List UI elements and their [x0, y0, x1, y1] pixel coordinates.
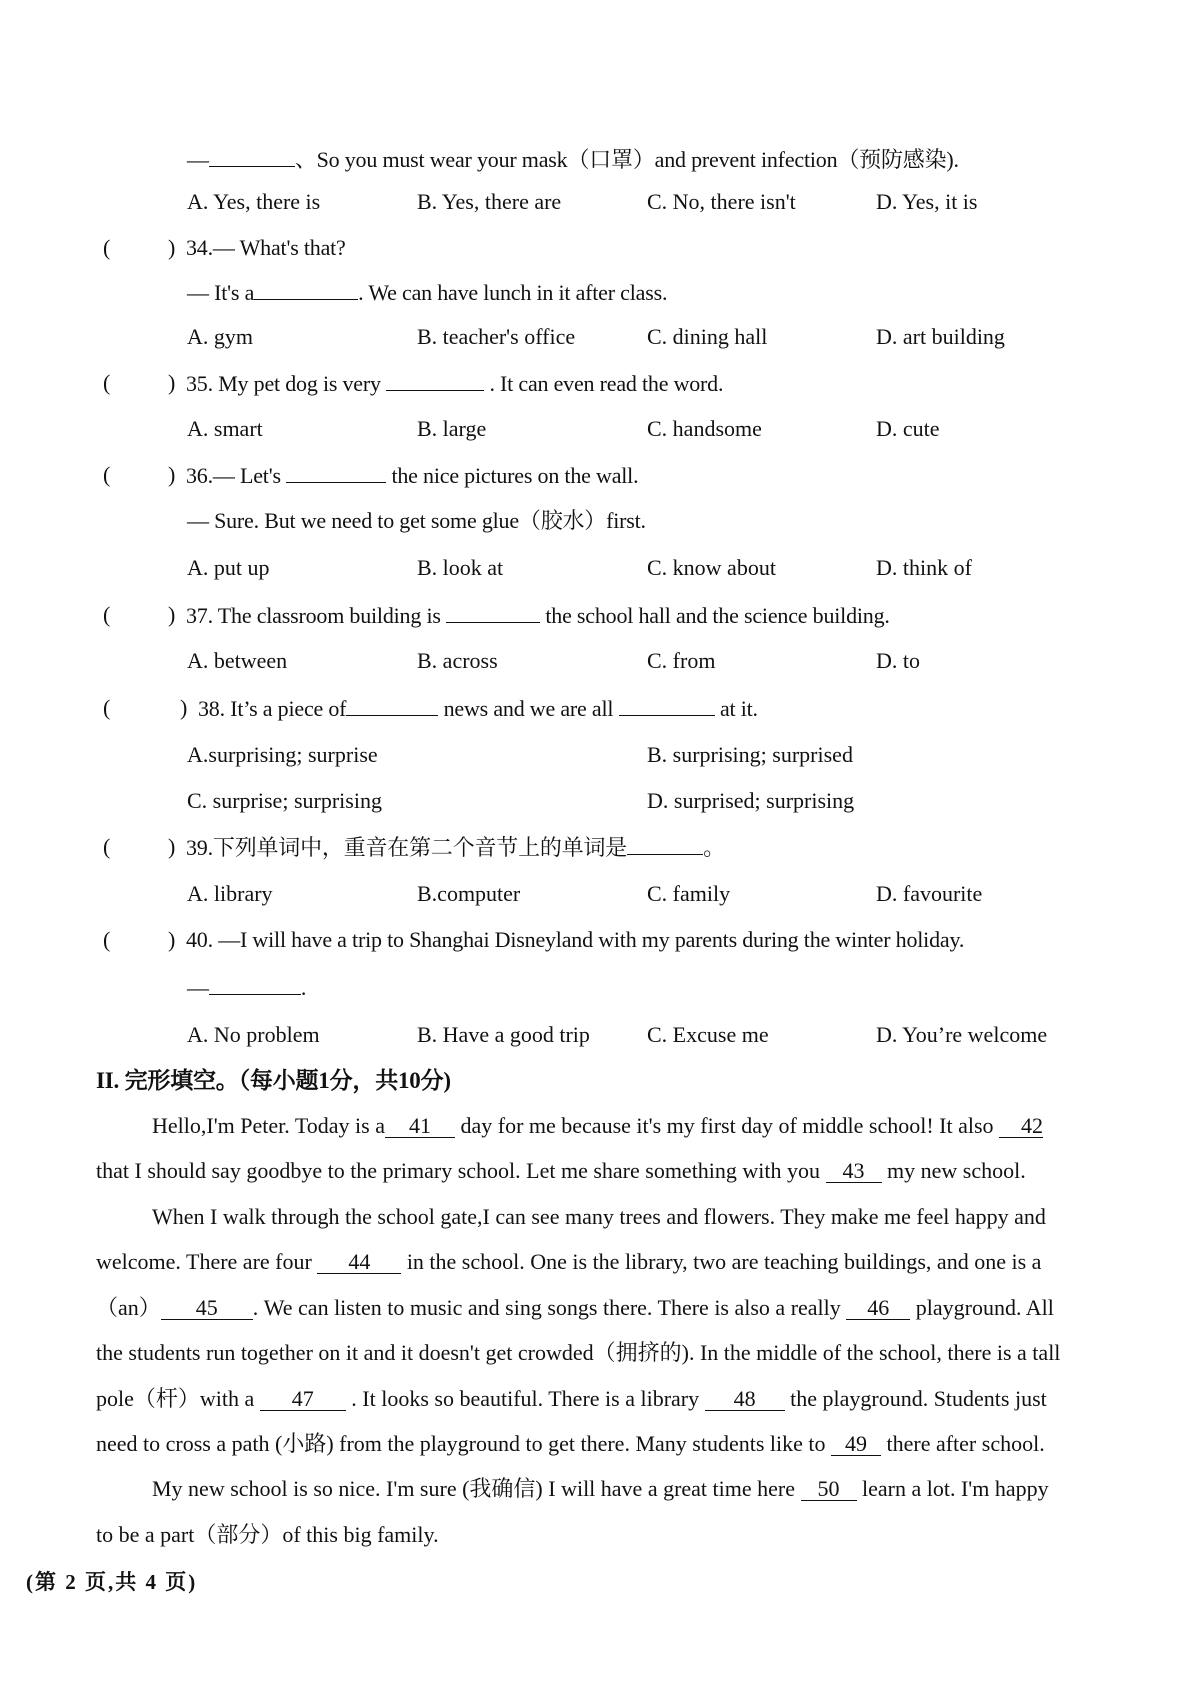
- q35-option-b: B. large: [417, 416, 487, 441]
- q33-option-b: B. Yes, there are: [417, 189, 562, 214]
- passage-text: day for me because it's my first day of middle school! It also: [460, 1113, 994, 1138]
- q38-stem-mid: news and we are all: [443, 696, 614, 721]
- q36-line2: — Sure. But we need to get some glue（胶水）first.: [187, 508, 646, 533]
- q39-option-b: B.computer: [417, 881, 521, 906]
- q36-option-a: A. put up: [187, 555, 270, 580]
- q37-stem: [186, 600, 890, 631]
- q40-option-a: A. No problem: [187, 1022, 320, 1047]
- q34-line2: [187, 277, 667, 308]
- passage-text: pole（杆）with a: [96, 1386, 255, 1411]
- passage-text: Hello,I'm Peter. Today is a: [152, 1113, 385, 1138]
- passage-text: welcome. There are four: [96, 1249, 312, 1274]
- q36-answer-paren-open: (: [103, 462, 111, 487]
- q35-option-a: A. smart: [187, 416, 263, 441]
- passage-text: that I should say goodbye to the primary school. Let me share something with you: [96, 1158, 821, 1183]
- blank-42: 42: [999, 1115, 1043, 1138]
- q34-answer-paren-close: ): [168, 235, 176, 260]
- q39-option-a: A. library: [187, 881, 273, 906]
- dash: —: [187, 147, 209, 172]
- q40-line2-pre: —: [187, 975, 209, 1000]
- q37-option-a: A. between: [187, 648, 288, 673]
- blank-50: 50: [801, 1478, 857, 1501]
- q34-line2-pre: — It's a: [187, 280, 255, 305]
- blank-41: 41: [385, 1115, 455, 1138]
- q38-option-d: D. surprised; surprising: [647, 788, 855, 813]
- q40-answer-paren-open: (: [103, 927, 111, 952]
- q40-option-d: D. You’re welcome: [876, 1022, 1048, 1047]
- passage-p1-line2: [96, 1156, 1106, 1186]
- passage-text: . We can listen to music and sing songs there. There is also a really: [252, 1295, 841, 1320]
- passage-p3-line1: [152, 1474, 1162, 1504]
- q36-stem-post: the nice pictures on the wall.: [391, 463, 639, 488]
- q36-stem: [186, 460, 638, 491]
- q35-option-c: C. handsome: [647, 416, 762, 441]
- answer-blank: [386, 368, 484, 391]
- blank-47: 47: [260, 1388, 346, 1411]
- blank-46: 46: [846, 1297, 910, 1320]
- answer-blank: [346, 693, 438, 716]
- q39-option-d: D. favourite: [876, 881, 983, 906]
- q34-option-b: B. teacher's office: [417, 324, 576, 349]
- passage-p2-line5: [96, 1384, 1106, 1414]
- passage-p2-line2: [96, 1247, 1106, 1277]
- q33-option-c: C. No, there isn't: [647, 189, 796, 214]
- q33-option-a: A. Yes, there is: [187, 189, 321, 214]
- blank-49: 49: [831, 1433, 881, 1456]
- q37-answer-paren-close: ): [168, 602, 176, 627]
- blank-43: 43: [826, 1160, 882, 1183]
- blank-45: 45: [161, 1297, 253, 1320]
- q39-answer-paren-open: (: [103, 834, 111, 859]
- q36-option-c: C. know about: [647, 555, 776, 580]
- q40-stem: 40. —I will have a trip to Shanghai Disneyland with my parents during the winter holiday.: [186, 927, 965, 952]
- q38-option-c: C. surprise; surprising: [187, 788, 382, 813]
- q38-stem-pre: 38. It’s a piece of: [198, 696, 347, 721]
- passage-text: My new school is so nice. I'm sure (我确信) I will have a great time here: [152, 1476, 796, 1501]
- passage-text: . It looks so beautiful. There is a library: [351, 1386, 700, 1411]
- q37-answer-paren-open: (: [103, 602, 111, 627]
- q34-option-a: A. gym: [187, 324, 253, 349]
- q35-option-d: D. cute: [876, 416, 940, 441]
- q37-stem-post: the school hall and the science building.: [545, 603, 890, 628]
- q39-stem-pre: 39.下列单词中，重音在第二个音节上的单词是: [186, 835, 628, 860]
- answer-blank: [627, 832, 703, 855]
- passage-text: the playground. Students just: [790, 1386, 1047, 1411]
- q37-option-c: C. from: [647, 648, 716, 673]
- passage-text: my new school.: [887, 1158, 1026, 1183]
- q35-stem-post: . It can even read the word.: [489, 371, 724, 396]
- answer-blank: [209, 144, 295, 167]
- q39-answer-paren-close: ): [168, 834, 176, 859]
- q38-stem-post: at it.: [719, 696, 758, 721]
- answer-blank: [619, 693, 715, 716]
- blank-44: 44: [317, 1251, 401, 1274]
- q40-line2-post: .: [300, 975, 307, 1000]
- passage-text: learn a lot. I'm happy: [862, 1476, 1049, 1501]
- q33-tail-text: 、So you must wear your mask（口罩）and prevent infection（预防感染).: [294, 147, 959, 172]
- passage-p2-line1: When I walk through the school gate,I can see many trees and flowers. They make me feel happy and: [152, 1204, 1046, 1229]
- q34-stem: 34.— What's that?: [186, 235, 346, 260]
- q39-stem-post: 。: [703, 835, 725, 860]
- blank-48: 48: [705, 1388, 785, 1411]
- page-number-footer: (第 2 页,共 4 页): [26, 1570, 198, 1594]
- q35-answer-paren-open: (: [103, 370, 111, 395]
- section-heading: II. 完形填空。（每小题1分，共10分): [96, 1068, 451, 1093]
- q38-answer-paren-close: ): [180, 695, 188, 720]
- q37-option-b: B. across: [417, 648, 498, 673]
- q40-option-c: C. Excuse me: [647, 1022, 769, 1047]
- q36-option-d: D. think of: [876, 555, 972, 580]
- q38-stem: [198, 693, 758, 724]
- q34-answer-paren-open: (: [103, 235, 111, 260]
- q39-stem: [186, 832, 725, 863]
- passage-text: playground. All: [915, 1295, 1054, 1320]
- q35-stem-pre: 35. My pet dog is very: [186, 371, 381, 396]
- q38-option-a: A.surprising; surprise: [187, 742, 378, 767]
- q34-line2-post: . We can have lunch in it after class.: [358, 280, 668, 305]
- passage-p2-line4: the students run together on it and it doesn't get crowded（拥挤的). In the middle of the school, there is a tall: [96, 1340, 1061, 1365]
- q37-option-d: D. to: [876, 648, 920, 673]
- passage-text: there after school.: [886, 1431, 1045, 1456]
- q38-option-b: B. surprising; surprised: [647, 742, 853, 767]
- q38-answer-paren-open: (: [103, 695, 111, 720]
- q40-line2: [187, 972, 306, 1003]
- q35-stem: [186, 368, 723, 399]
- q40-option-b: B. Have a good trip: [417, 1022, 590, 1047]
- passage-text: in the school. One is the library, two are teaching buildings, and one is a: [406, 1249, 1042, 1274]
- q34-option-d: D. art building: [876, 324, 1005, 349]
- answer-blank: [254, 277, 358, 300]
- passage-text: （an）: [96, 1295, 161, 1320]
- passage-p2-line6: [96, 1429, 1106, 1459]
- q36-option-b: B. look at: [417, 555, 504, 580]
- q33-option-d: D. Yes, it is: [876, 189, 978, 214]
- passage-p3-line2: to be a part（部分）of this big family.: [96, 1522, 439, 1547]
- q36-stem-pre: 36.— Let's: [186, 463, 281, 488]
- answer-blank: [446, 600, 540, 623]
- answer-blank: [286, 460, 386, 483]
- q36-answer-paren-close: ): [168, 462, 176, 487]
- passage-text: need to cross a path (小路) from the playground to get there. Many students like to: [96, 1431, 826, 1456]
- q35-answer-paren-close: ): [168, 370, 176, 395]
- answer-blank: [209, 972, 301, 995]
- passage-p1-line1: [152, 1111, 1162, 1141]
- q34-option-c: C. dining hall: [647, 324, 768, 349]
- passage-p2-line3: [96, 1293, 1106, 1323]
- q37-stem-pre: 37. The classroom building is: [186, 603, 441, 628]
- q40-answer-paren-close: ): [168, 927, 176, 952]
- q39-option-c: C. family: [647, 881, 731, 906]
- q33-answer-line: [187, 144, 959, 175]
